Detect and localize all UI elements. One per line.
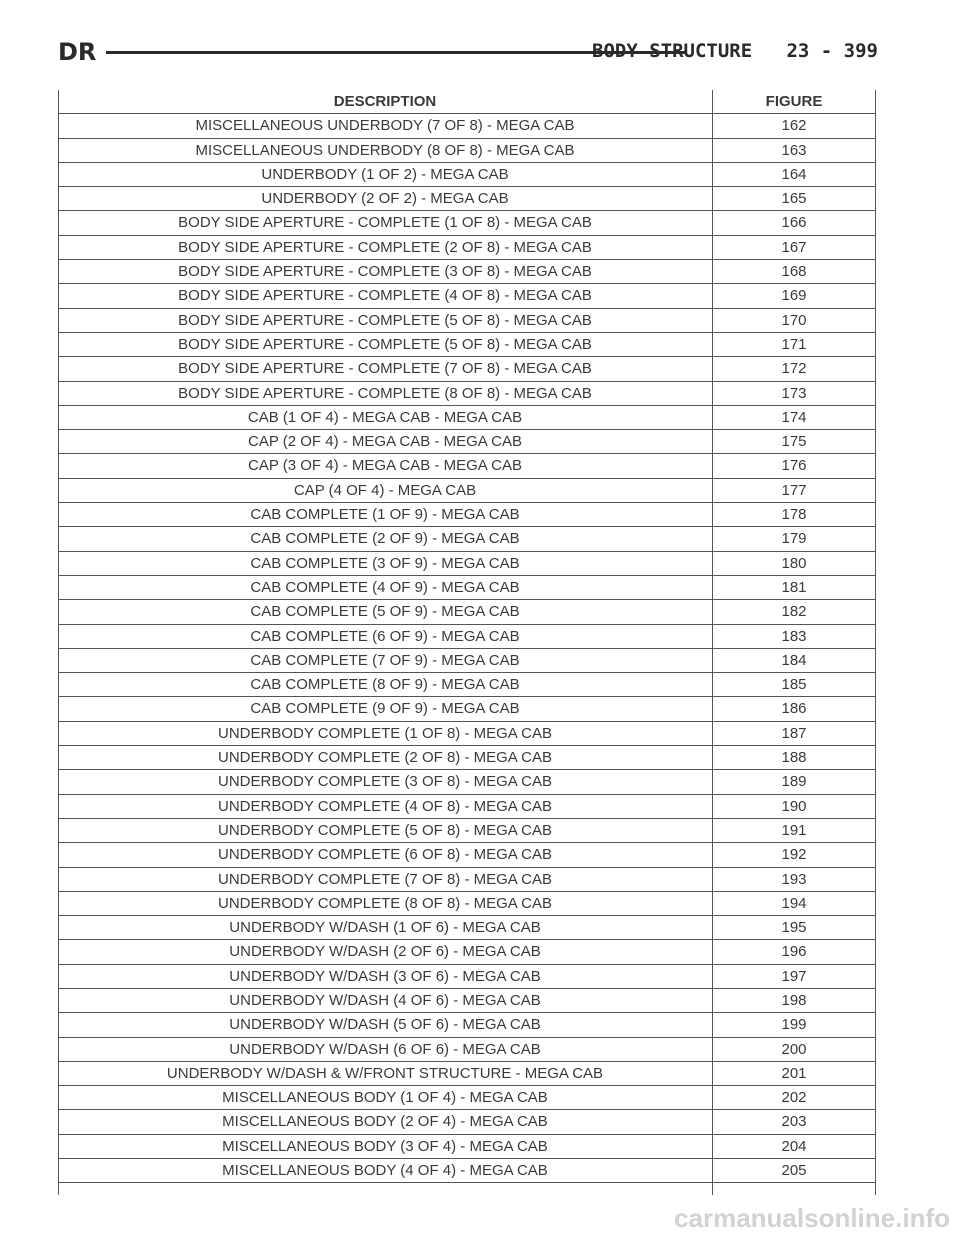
row-figure-number: 168 — [781, 263, 807, 281]
row-figure-number: 198 — [781, 991, 807, 1009]
table-header-row — [58, 90, 876, 114]
row-description: UNDERBODY W/DASH (3 OF 6) - MEGA CAB — [229, 967, 541, 985]
row-figure-number: 163 — [781, 141, 807, 159]
row-description: CAB COMPLETE (3 OF 9) - MEGA CAB — [250, 554, 520, 572]
row-description: CAP (4 OF 4) - MEGA CAB — [293, 481, 477, 499]
table-row — [58, 1086, 876, 1110]
table-row — [58, 1135, 876, 1159]
table-row — [58, 843, 876, 867]
row-figure-number: 173 — [781, 384, 807, 402]
table-row — [58, 600, 876, 624]
table-body — [58, 114, 876, 1183]
row-description: UNDERBODY COMPLETE (7 OF 8) - MEGA CAB — [218, 870, 552, 888]
row-description: CAP (2 OF 4) - MEGA CAB - MEGA CAB — [248, 433, 522, 451]
table-row — [58, 1159, 876, 1183]
table-row — [58, 746, 876, 770]
row-figure-number: 184 — [781, 651, 807, 669]
table-row — [58, 430, 876, 454]
table-row — [58, 163, 876, 187]
table-row — [58, 770, 876, 794]
row-description: UNDERBODY W/DASH (2 OF 6) - MEGA CAB — [229, 943, 541, 961]
table-row — [58, 211, 876, 235]
table-row — [58, 309, 876, 333]
table-row — [58, 187, 876, 211]
row-figure-number: 188 — [781, 749, 807, 767]
row-figure-number: 166 — [781, 214, 807, 232]
row-description: UNDERBODY COMPLETE (6 OF 8) - MEGA CAB — [218, 846, 552, 864]
row-figure-number: 180 — [781, 554, 807, 572]
table-row — [58, 260, 876, 284]
row-description: MISCELLANEOUS BODY (4 OF 4) - MEGA CAB — [222, 1162, 548, 1180]
watermark: carmanualsonline.info — [674, 1203, 950, 1233]
table-row — [58, 989, 876, 1013]
table-row — [58, 892, 876, 916]
header-right — [592, 40, 878, 62]
figure-index-table — [58, 90, 876, 1195]
row-description: UNDERBODY COMPLETE (5 OF 8) - MEGA CAB — [218, 821, 552, 839]
row-description: CAB COMPLETE (7 OF 9) - MEGA CAB — [250, 651, 520, 669]
row-description: BODY SIDE APERTURE - COMPLETE (2 OF 8) - MEGA CAB — [178, 238, 592, 256]
row-figure-number: 185 — [781, 676, 807, 694]
row-figure-number: 170 — [781, 311, 807, 329]
table-row — [58, 454, 876, 478]
table-row — [58, 479, 876, 503]
row-figure-number: 205 — [781, 1162, 807, 1180]
row-description: CAB COMPLETE (6 OF 9) - MEGA CAB — [250, 627, 520, 645]
row-figure-number: 175 — [781, 433, 807, 451]
row-description: BODY SIDE APERTURE - COMPLETE (5 OF 8) - MEGA CAB — [178, 335, 592, 353]
table-row — [58, 284, 876, 308]
row-figure-number: 162 — [781, 117, 807, 135]
row-description: MISCELLANEOUS BODY (3 OF 4) - MEGA CAB — [222, 1137, 548, 1155]
row-figure-number: 197 — [781, 967, 807, 985]
column-header-figure: FIGURE — [765, 93, 823, 110]
row-description: MISCELLANEOUS BODY (2 OF 4) - MEGA CAB — [222, 1113, 548, 1131]
row-figure-number: 172 — [781, 360, 807, 378]
row-figure-number: 194 — [781, 894, 807, 912]
table-row — [58, 795, 876, 819]
row-figure-number: 203 — [781, 1113, 807, 1131]
table-row — [58, 1038, 876, 1062]
row-description: UNDERBODY COMPLETE (4 OF 8) - MEGA CAB — [218, 797, 552, 815]
table-row — [58, 139, 876, 163]
row-description: CAB COMPLETE (1 OF 9) - MEGA CAB — [250, 506, 520, 524]
row-description: BODY SIDE APERTURE - COMPLETE (1 OF 8) - MEGA CAB — [178, 214, 592, 232]
row-figure-number: 178 — [781, 506, 807, 524]
row-description: UNDERBODY (1 OF 2) - MEGA CAB — [261, 165, 509, 183]
table-row — [58, 527, 876, 551]
row-description: CAB COMPLETE (4 OF 9) - MEGA CAB — [250, 578, 520, 596]
table-row — [58, 697, 876, 721]
table-row — [58, 576, 876, 600]
table-row — [58, 965, 876, 989]
table-row — [58, 868, 876, 892]
page-number: 23 - 399 — [786, 40, 878, 62]
row-description: UNDERBODY (2 OF 2) - MEGA CAB — [261, 190, 509, 208]
row-description: MISCELLANEOUS UNDERBODY (8 OF 8) - MEGA CAB — [195, 141, 575, 159]
table-row — [58, 406, 876, 430]
table-row — [58, 357, 876, 381]
table-row — [58, 503, 876, 527]
row-figure-number: 202 — [781, 1089, 807, 1107]
row-figure-number: 204 — [781, 1137, 807, 1155]
row-description: UNDERBODY W/DASH (5 OF 6) - MEGA CAB — [229, 1016, 541, 1034]
table-row — [58, 722, 876, 746]
table-row — [58, 673, 876, 697]
row-figure-number: 195 — [781, 919, 807, 937]
row-figure-number: 190 — [781, 797, 807, 815]
row-description: CAB COMPLETE (5 OF 9) - MEGA CAB — [250, 603, 520, 621]
row-figure-number: 193 — [781, 870, 807, 888]
row-figure-number: 201 — [781, 1064, 807, 1082]
row-description: UNDERBODY W/DASH & W/FRONT STRUCTURE - MEGA CAB — [166, 1064, 604, 1082]
section-title: BODY STRUCTURE — [592, 40, 753, 62]
row-figure-number: 182 — [781, 603, 807, 621]
row-figure-number: 186 — [781, 700, 807, 718]
row-figure-number: 200 — [781, 1040, 807, 1058]
row-figure-number: 165 — [781, 190, 807, 208]
table-row — [58, 1013, 876, 1037]
row-figure-number: 171 — [781, 335, 807, 353]
table-row — [58, 625, 876, 649]
row-figure-number: 179 — [781, 530, 807, 548]
section-code: DR — [58, 38, 97, 66]
column-header-description: DESCRIPTION — [333, 93, 437, 110]
row-figure-number: 187 — [781, 724, 807, 742]
row-description: BODY SIDE APERTURE - COMPLETE (3 OF 8) - MEGA CAB — [178, 263, 592, 281]
row-description: MISCELLANEOUS UNDERBODY (7 OF 8) - MEGA CAB — [195, 117, 575, 135]
row-figure-number: 167 — [781, 238, 807, 256]
row-description: MISCELLANEOUS BODY (1 OF 4) - MEGA CAB — [222, 1089, 548, 1107]
page-header — [58, 38, 878, 68]
row-figure-number: 192 — [781, 846, 807, 864]
row-figure-number: 164 — [781, 165, 807, 183]
row-description: BODY SIDE APERTURE - COMPLETE (7 OF 8) - MEGA CAB — [178, 360, 592, 378]
row-description: BODY SIDE APERTURE - COMPLETE (5 OF 8) - MEGA CAB — [178, 311, 592, 329]
row-figure-number: 176 — [781, 457, 807, 475]
row-description: UNDERBODY COMPLETE (1 OF 8) - MEGA CAB — [218, 724, 552, 742]
table-row — [58, 1062, 876, 1086]
table-row — [58, 1110, 876, 1134]
row-figure-number: 189 — [781, 773, 807, 791]
row-description: CAB COMPLETE (2 OF 9) - MEGA CAB — [250, 530, 520, 548]
table-row — [58, 114, 876, 138]
row-figure-number: 196 — [781, 943, 807, 961]
row-description: CAP (3 OF 4) - MEGA CAB - MEGA CAB — [248, 457, 522, 475]
table-row — [58, 552, 876, 576]
row-figure-number: 191 — [781, 821, 807, 839]
row-description: UNDERBODY W/DASH (6 OF 6) - MEGA CAB — [229, 1040, 541, 1058]
row-figure-number: 169 — [781, 287, 807, 305]
table-row — [58, 382, 876, 406]
row-description: UNDERBODY COMPLETE (3 OF 8) - MEGA CAB — [218, 773, 552, 791]
table-row — [58, 333, 876, 357]
row-figure-number: 174 — [781, 408, 807, 426]
row-description: UNDERBODY W/DASH (4 OF 6) - MEGA CAB — [229, 991, 541, 1009]
row-description: UNDERBODY COMPLETE (2 OF 8) - MEGA CAB — [218, 749, 552, 767]
table-row — [58, 236, 876, 260]
row-description: UNDERBODY COMPLETE (8 OF 8) - MEGA CAB — [218, 894, 552, 912]
table-row — [58, 819, 876, 843]
row-description: BODY SIDE APERTURE - COMPLETE (8 OF 8) - MEGA CAB — [178, 384, 592, 402]
row-description: CAB COMPLETE (9 OF 9) - MEGA CAB — [250, 700, 520, 718]
table-row — [58, 940, 876, 964]
row-description: CAB (1 OF 4) - MEGA CAB - MEGA CAB — [247, 408, 523, 426]
table-row — [58, 916, 876, 940]
table-row — [58, 649, 876, 673]
row-description: BODY SIDE APERTURE - COMPLETE (4 OF 8) - MEGA CAB — [178, 287, 592, 305]
row-figure-number: 183 — [781, 627, 807, 645]
row-figure-number: 199 — [781, 1016, 807, 1034]
row-figure-number: 177 — [781, 481, 807, 499]
row-description: UNDERBODY W/DASH (1 OF 6) - MEGA CAB — [229, 919, 541, 937]
row-description: CAB COMPLETE (8 OF 9) - MEGA CAB — [250, 676, 520, 694]
row-figure-number: 181 — [781, 578, 807, 596]
table-tail — [58, 1183, 876, 1195]
